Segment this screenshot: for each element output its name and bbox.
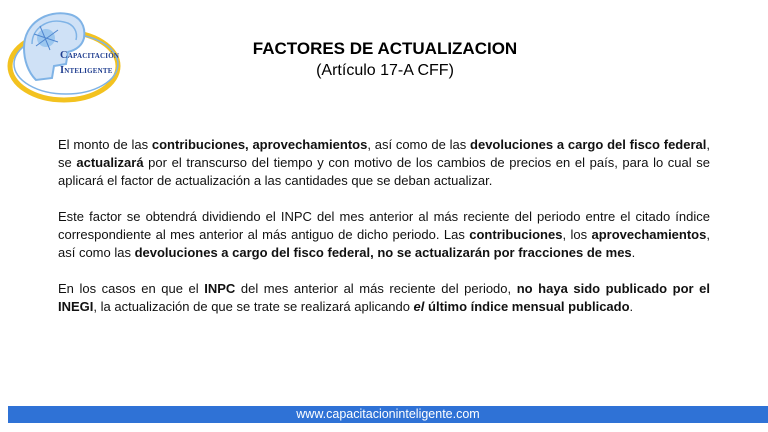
p3-bold-2: no haya sido publicado por el INEGI: [58, 281, 711, 314]
p3-bold-3: último índice mensual publicado: [428, 299, 630, 314]
p1-text-3: , se: [58, 137, 710, 170]
footer-bar: [8, 406, 768, 423]
p2-bold-3: devoluciones a cargo del fisco federal, no se actualizarán por fracciones de mes: [134, 245, 632, 260]
slide-header: [180, 38, 590, 81]
p2-text-4: .: [631, 245, 636, 260]
p1-text-2: , así como de las: [367, 137, 471, 152]
p3-text-2: del mes anterior al más reciente del periodo,: [235, 281, 517, 296]
paragraph-1: [58, 136, 710, 190]
slide-body: [58, 136, 710, 334]
paragraph-3: [58, 280, 710, 316]
p2-text-3: , así como las: [58, 227, 710, 260]
p1-bold-1: contribuciones, aprovechamientos: [151, 137, 368, 152]
capacitacion-inteligente-logo: [6, 4, 128, 104]
slide-subtitle: (Artículo 17-A CFF): [316, 62, 454, 79]
paragraph-2: [58, 208, 710, 262]
p3-text-3: , la actualización de que se trate se realizará aplicando: [93, 299, 414, 314]
logo-text: [60, 48, 119, 78]
p1-text-1: El monto de las: [58, 137, 152, 152]
logo-line-1: Capacitación: [60, 50, 120, 61]
p1-text-4: por el transcurso del tiempo y con motivo de los cambios de precios en el país, para lo cual se aplicará el factor de actualización a las cantidades que se deban actualizar.: [58, 155, 711, 188]
p1-bold-3: actualizará: [76, 155, 144, 170]
footer-website-link[interactable]: www.capacitacioninteligente.com: [296, 407, 480, 421]
slide-title: FACTORES DE ACTUALIZACION: [252, 39, 518, 58]
p2-bold-2: aprovechamientos: [591, 227, 707, 242]
p3-bold-italic: [414, 299, 425, 314]
p2-text-2: , los: [562, 227, 592, 242]
p3-bold-1: INPC: [204, 281, 236, 296]
p1-bold-2: devoluciones a cargo del fisco federal: [470, 137, 707, 152]
p2-bold-1: contribuciones: [469, 227, 563, 242]
p3-text-4: .: [629, 299, 634, 314]
logo-line-2: Inteligente: [60, 65, 113, 76]
p2-text-1: Este factor se obtendrá dividiendo el INPC del mes anterior al más reciente del periodo entre el citado índice correspondiente al mes anterior al más antiguo de dicho periodo. Las: [58, 209, 710, 242]
p3-italic: el: [413, 299, 425, 314]
p3-text-1: En los casos en que el: [58, 281, 205, 296]
